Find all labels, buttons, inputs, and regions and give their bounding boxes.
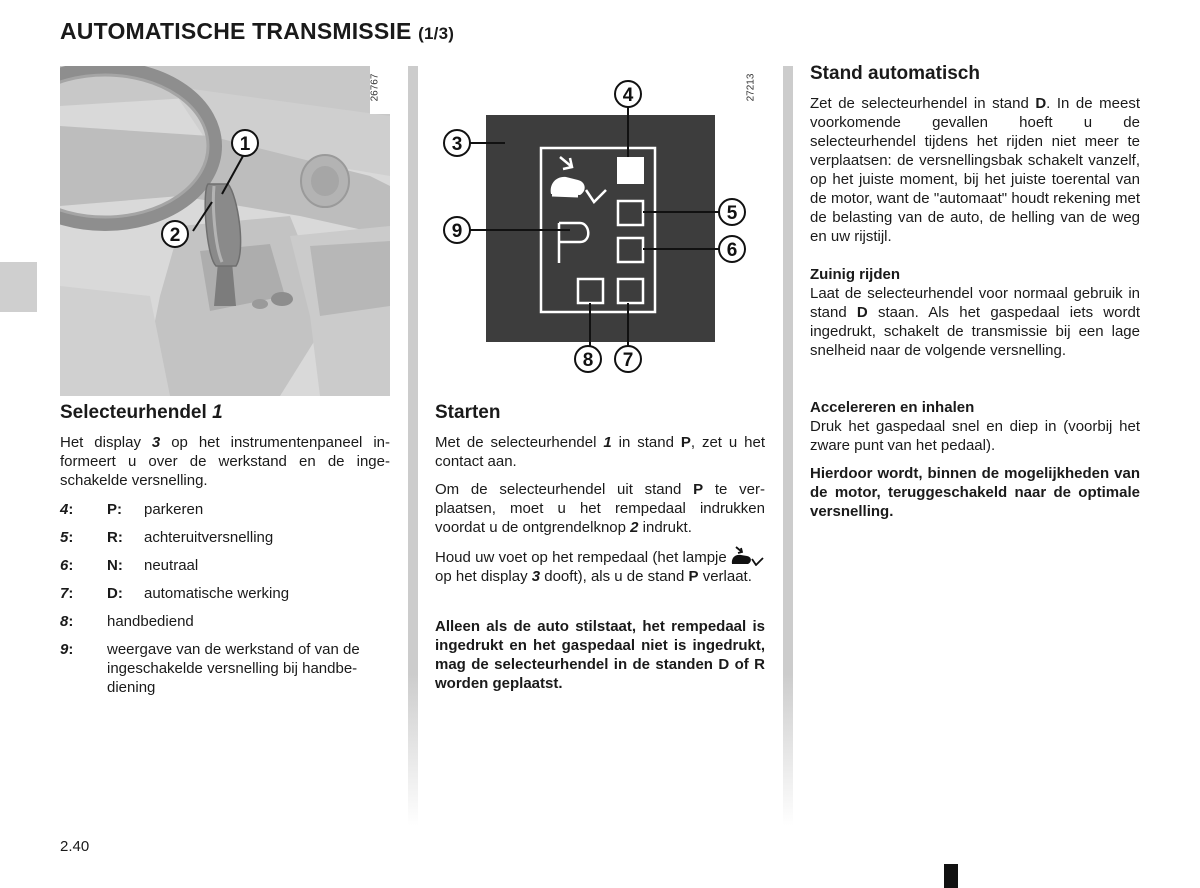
svg-text:1: 1 xyxy=(239,134,251,155)
starting-heading: Starten xyxy=(435,402,501,423)
selector-heading xyxy=(60,402,223,424)
svg-text:5: 5 xyxy=(726,203,738,224)
economic-heading: Zuinig rijden xyxy=(810,266,900,283)
title-part: (1/3) xyxy=(418,24,455,43)
automatic-para: Zet de selecteurhendel in stand D. In de meest voorkomende gevallen hoeft u de selecteurhendel tijdens het rijden niet meer te verplaatsen: de versnellingsbak schakelt vanzelf, op het juiste moment, bij het juiste toerental van de motor, want de "automaat" houdt rekening met de belasting van de auto, de helling van de weg en uw rijstijl. xyxy=(810,95,1140,245)
title-text: AUTOMATISCHE TRANSMISSIE xyxy=(60,18,412,44)
display-diagram xyxy=(430,66,770,386)
svg-text:6: 6 xyxy=(726,240,738,261)
page-title xyxy=(60,18,454,45)
legend-row: 9: weergave van de werkstand of van de ingeschakelde versnelling bij handbediening xyxy=(60,641,360,696)
starting-warning: Alleen als de auto stilstaat, het rempedaal is ingedrukt en het gaspedaal niet is ingedrukt, mag de selecteurhendel in de standen D of R worden geplaatst. xyxy=(435,618,765,692)
figure2-ref-code: 27213 xyxy=(745,73,757,102)
selector-intro: Het display 3 op het instrumentenpaneel informeert u over de werkstand en de ingeschakelde versnelling. xyxy=(60,434,390,489)
column-divider xyxy=(783,66,793,826)
starting-para-3: Houd uw voet op het rempedaal (het lampje op het display 3 dooft), als u de stand P verlaat. xyxy=(435,546,765,586)
starting-para-2: Om de selecteurhendel uit stand P te verplaatsen, moet u het rempedaal indrukken voordat u de ontgrendelknop 2 indrukt. xyxy=(435,481,765,536)
corner-mark xyxy=(944,864,958,888)
section-tab xyxy=(0,262,37,312)
page-number: 2.40 xyxy=(60,838,90,855)
automatic-heading: Stand automatisch xyxy=(810,63,980,84)
accelerating-section: Accelereren en inhalen Druk het gaspedaal snel en diep in (voorbij het zware punt van het pedaal). xyxy=(810,399,1140,454)
accelerating-heading: Accelereren en inhalen xyxy=(810,399,975,416)
indicator-4 xyxy=(617,157,644,184)
legend-row: 7: D: automatische werking xyxy=(60,585,290,602)
gear-legend xyxy=(60,500,390,706)
selector-heading-num: 1 xyxy=(212,402,223,423)
legend-row: 5: R: achteruitversnelling xyxy=(60,529,274,546)
svg-text:8: 8 xyxy=(582,350,594,371)
gear-lever-photo xyxy=(60,66,390,396)
selector-heading-text: Selecteurhendel xyxy=(60,402,207,423)
column-divider xyxy=(408,66,418,826)
legend-row: 4: P: parkeren xyxy=(60,501,204,518)
figure1-ref-code: 26767 xyxy=(369,73,381,102)
starting-para-1: Met de selecteurhendel 1 in stand P, zet u het contact aan. xyxy=(435,434,766,470)
brake-foot-icon xyxy=(731,546,765,566)
svg-text:7: 7 xyxy=(622,350,634,371)
legend-row: 6: N: neutraal xyxy=(60,557,199,574)
downshift-note: Hierdoor wordt, binnen de mogelijkheden van de motor, teruggeschakeld naar de optimale versnelling. xyxy=(810,465,1140,520)
economic-driving: Zuinig rijden Laat de selecteurhendel voor normaal gebruik in stand D staan. Als het gaspedaal iets wordt ingedrukt, schakelt de transmissie bij een lage snelheid naar de volgende versnelling. xyxy=(810,266,1140,359)
legend-row: 8: handbediend xyxy=(60,613,194,630)
svg-text:9: 9 xyxy=(451,221,463,242)
svg-text:4: 4 xyxy=(622,85,634,106)
svg-text:3: 3 xyxy=(451,134,463,155)
svg-text:2: 2 xyxy=(169,225,181,246)
